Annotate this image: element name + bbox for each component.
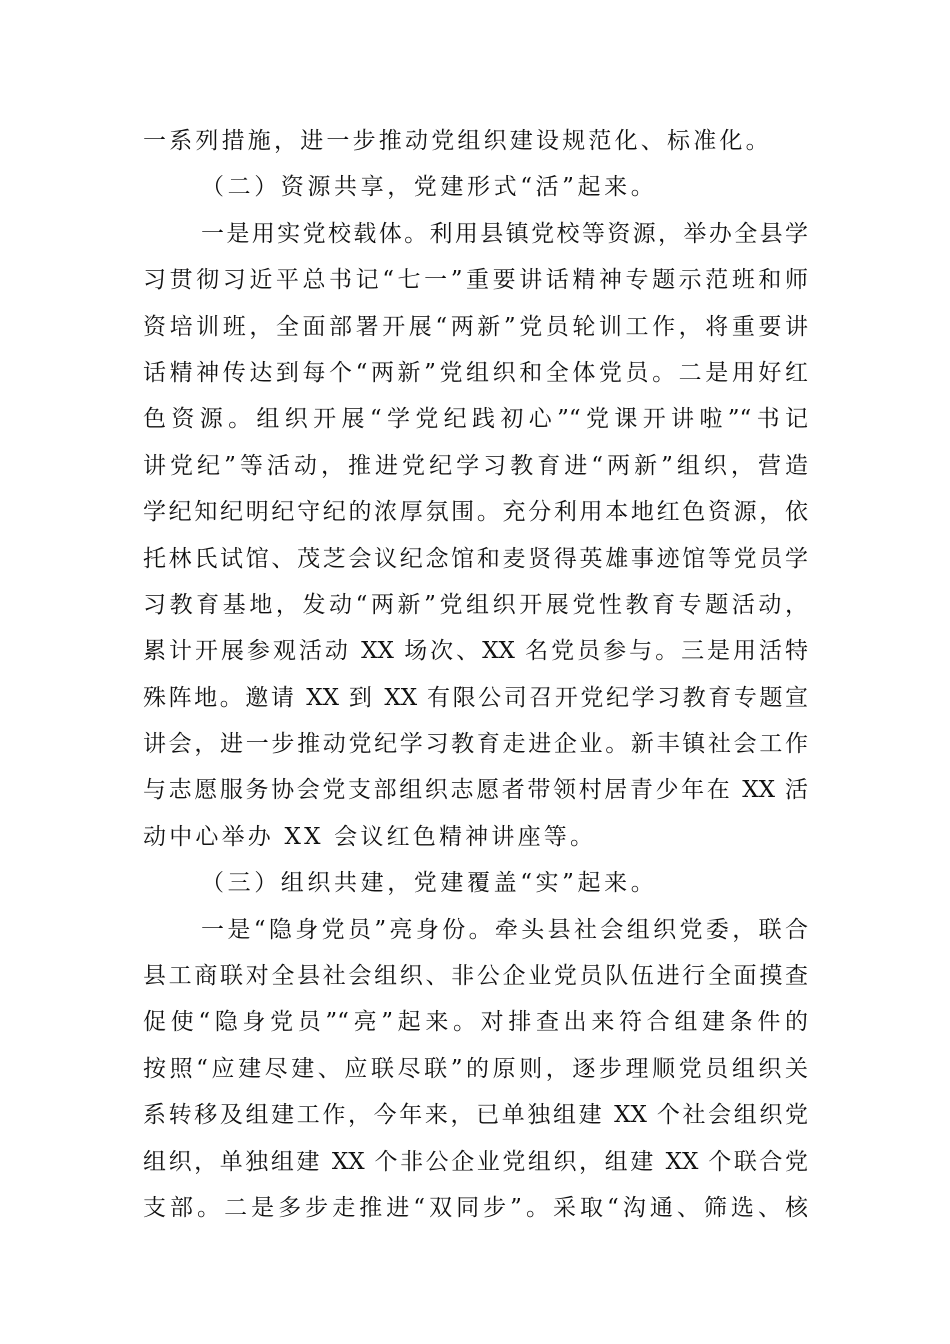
paragraph-line: 讲党纪”等活动，推进党纪学习教育进“两新”组织，营造 (143, 452, 808, 479)
paragraph-line: 学纪知纪明纪守纪的浓厚氛围。充分利用本地红色资源，依 (143, 499, 808, 526)
paragraph-line: 资培训班，全面部署开展“两新”党员轮训工作，将重要讲 (143, 313, 808, 340)
paragraph-line: 话精神传达到每个“两新”党组织和全体党员。二是用好红 (143, 359, 808, 386)
paragraph-line: 色资源。组织开展“学党纪践初心”“党课开讲啦”“书记 (143, 406, 808, 433)
section-heading: （二）资源共享，党建形式“活”起来。 (201, 174, 658, 201)
document-body (143, 118, 808, 1231)
paragraph-line: 习贯彻习近平总书记“七一”重要讲话精神专题示范班和师 (143, 267, 808, 294)
paragraph-line: 与志愿服务协会党支部组织志愿者带领村居青少年在 XX 活 (143, 777, 808, 804)
paragraph-line: 一是用实党校载体。利用县镇党校等资源，举办全县学 (201, 220, 808, 247)
paragraph-line: 县工商联对全县社会组织、非公企业党员队伍进行全面摸查 (143, 963, 808, 990)
paragraph-line: 讲会，进一步推动党纪学习教育走进企业。新丰镇社会工作 (143, 731, 808, 758)
section-heading: （三）组织共建，党建覆盖“实”起来。 (201, 870, 658, 897)
paragraph-line: 支部。二是多步走推进“双同步”。采取“沟通、筛选、核 (143, 1194, 808, 1221)
paragraph-line: 促使“隐身党员”“亮”起来。对排查出来符合组建条件的 (143, 1009, 808, 1036)
paragraph-line: 按照“应建尽建、应联尽联”的原则，逐步理顺党员组织关 (143, 1055, 808, 1082)
paragraph-line: 一系列措施，进一步推动党组织建设规范化、标准化。 (143, 128, 772, 154)
paragraph-line: 殊阵地。邀请 XX 到 XX 有限公司召开党纪学习教育专题宣 (143, 684, 808, 711)
paragraph-line: 习教育基地，发动“两新”党组织开展党性教育专题活动， (143, 591, 808, 618)
paragraph-line: 托林氏试馆、茂芝会议纪念馆和麦贤得英雄事迹馆等党员学 (143, 545, 808, 572)
paragraph-line: 组织，单独组建 XX 个非公企业党组织，组建 XX 个联合党 (143, 1148, 808, 1175)
paragraph-line: 一是“隐身党员”亮身份。牵头县社会组织党委，联合 (201, 916, 808, 943)
paragraph-line: 动中心举办 XX 会议红色精神讲座等。 (143, 823, 597, 850)
paragraph-line: 系转移及组建工作，今年来，已单独组建 XX 个社会组织党 (143, 1102, 808, 1129)
paragraph-line: 累计开展参观活动 XX 场次、XX 名党员参与。三是用活特 (143, 638, 808, 665)
